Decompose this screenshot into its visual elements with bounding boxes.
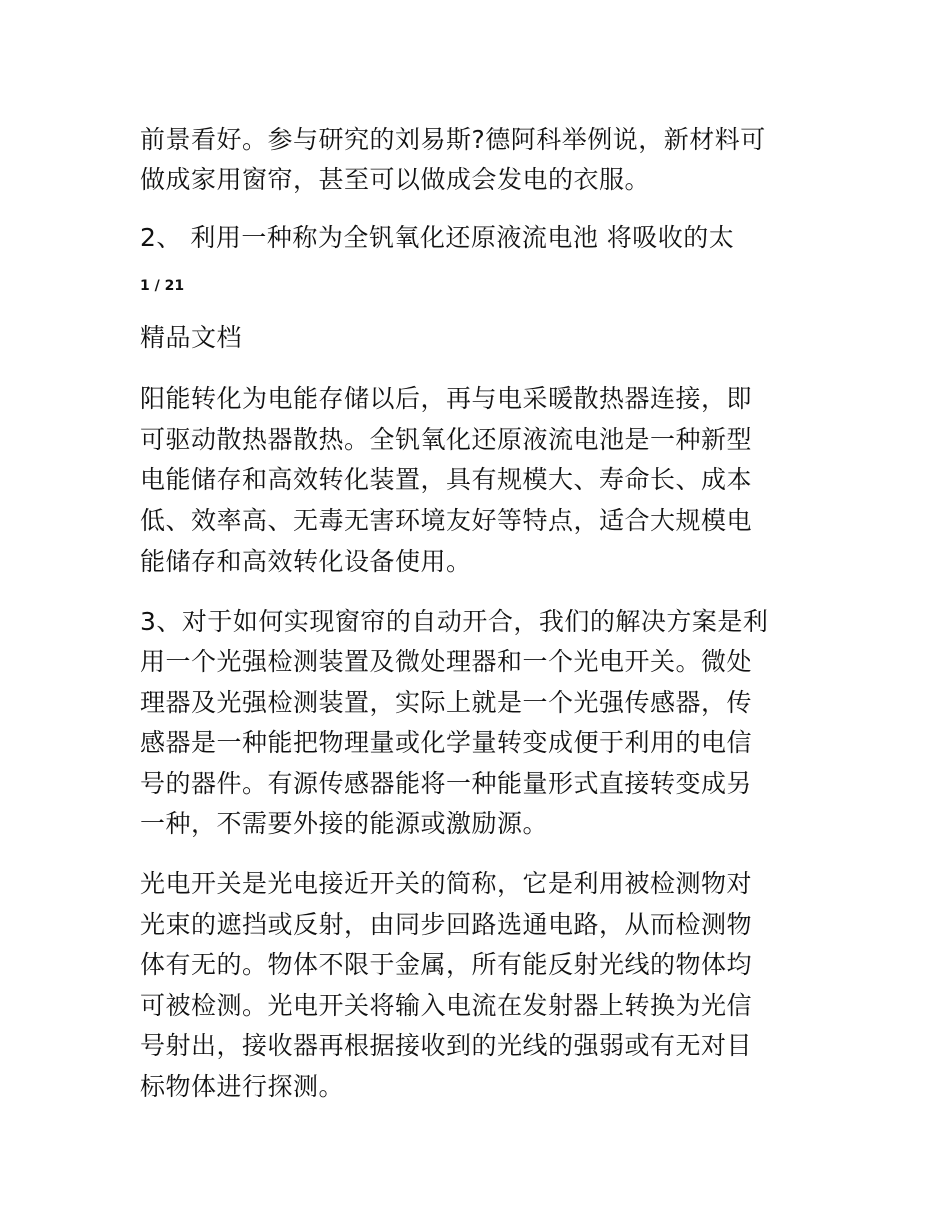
paragraph-3-line: 号的器件。有源传感器能将一种能量形式直接转变成另	[140, 769, 753, 798]
paragraph-2-line: 能储存和高效转化设备使用。	[140, 547, 472, 576]
paragraph-3-line: 理器及光强检测装置，实际上就是一个光强传感器，传	[140, 688, 753, 717]
paragraph-4-line: 可被检测。光电开关将输入电流在发射器上转换为光信	[140, 991, 753, 1020]
paragraph-4-line: 体有无的。物体不限于金属，所有能反射光线的物体均	[140, 950, 753, 979]
paragraph-3-line: 感器是一种能把物理量或化学量转变成便于利用的电信	[140, 728, 753, 757]
paragraph-4-line: 标物体进行探测。	[140, 1072, 345, 1101]
paragraph-top-line: 前景看好。参与研究的刘易斯?德阿科举例说，新材料可	[140, 125, 766, 154]
paragraph-3-line: 用一个光强检测装置及微处理器和一个光电开关。微处	[140, 647, 753, 676]
paragraph-4-line: 号射出，接收器再根据接收到的光线的强弱或有无对目	[140, 1031, 753, 1060]
paragraph-2-line: 电能储存和高效转化装置，具有规模大、寿命长、成本	[140, 465, 753, 494]
paragraph-2-line: 阳能转化为电能存储以后，再与电采暖散热器连接，即	[140, 384, 753, 413]
page-number: 1 / 21	[140, 278, 185, 294]
header-label: 精品文档	[140, 323, 243, 352]
paragraph-top-line: 做成家用窗帘，甚至可以做成会发电的衣服。	[140, 165, 651, 194]
paragraph-2-line: 可驱动散热器散热。全钒氧化还原液流电池是一种新型	[140, 425, 753, 454]
paragraph-3-line: 一种，不需要外接的能源或激励源。	[140, 809, 549, 838]
paragraph-2-line: 低、效率高、无毒无害环境友好等特点，适合大规模电	[140, 506, 753, 535]
list-item-2-line: 2、 利用一种称为全钒氧化还原液流电池 将吸收的太	[140, 223, 735, 252]
paragraph-4-line: 光电开关是光电接近开关的简称，它是利用被检测物对	[140, 869, 753, 898]
paragraph-4-line: 光束的遮挡或反射，由同步回路选通电路，从而检测物	[140, 910, 753, 939]
paragraph-3-line: 3、对于如何实现窗帘的自动开合，我们的解决方案是利	[140, 607, 769, 636]
